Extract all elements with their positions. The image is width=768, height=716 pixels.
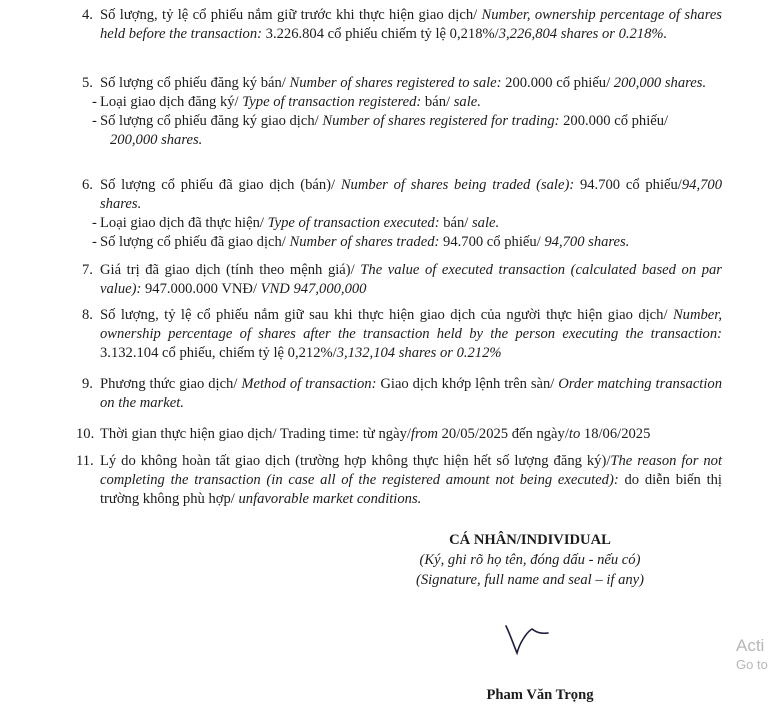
item-10 [76,425,722,444]
en-text: Method of transaction: [241,376,377,392]
handwritten-signature [500,620,560,660]
vi-text: Giá trị đã giao dịch (tính theo mệnh giá)/ [100,262,361,278]
signature-note-en: (Signature, full name and seal – if any) [415,572,645,588]
item-4 [82,6,722,44]
sub-item-shares-traded: - Số lượng cổ phiếu đã giao dịch/ Number of shares traded: 94.700 cổ phiếu/ 94,700 shares. [92,234,630,250]
en-text: Number, ownership percentage of shares after the transaction held by the person executing the transaction: [100,307,722,342]
item-text [100,452,722,509]
vi-value: 20/05/2025 đến ngày/ [437,426,569,442]
sub-item-transaction-executed: - Loại giao dịch đã thực hiện/ Type of transaction executed: bán/ sale. [92,215,500,231]
signer-name: Pham Văn Trọng [486,687,594,703]
en-text: Type of transaction registered: [242,94,422,110]
signature-title: CÁ NHÂN/INDIVIDUAL [449,532,611,548]
vi-value: 18/06/2025 [580,426,651,442]
vi-value: 3.226.804 cổ phiếu chiếm tỷ lệ 0,218%/ [262,26,499,42]
vi-value: 3.132.104 cổ phiếu, chiếm tỷ lệ 0,212%/ [100,345,337,361]
en-value: 94,700 shares. [544,234,630,250]
en-value: unfavorable market conditions. [238,491,422,507]
vi-value: 94.700 cổ phiếu/ [574,177,682,193]
vi-value: do diễn biến thị trường không phù hợp/ [100,472,722,507]
item-7 [82,261,722,299]
en-text: from [410,426,438,442]
en-text: Type of transaction executed: [267,215,440,231]
en-text: Number of shares being traded (sale): [340,177,575,193]
item-number: 8. [82,307,93,323]
item-number: 4. [82,7,93,23]
en-text: Number of shares registered to sale: [289,75,502,91]
vi-text: Loại giao dịch đăng ký/ [100,94,243,110]
vi-text: Lý do không hoàn tất giao dịch (trường hợp không thực hiện hết số lượng đăng ký)/ [100,453,611,469]
vi-value: Giao dịch khớp lệnh trên sàn/ [376,376,559,392]
en-value: sale. [472,215,500,231]
sub-item-transaction-type: - Loại giao dịch đăng ký/ Type of transaction registered: bán/ sale. [92,94,481,110]
vi-value: 200.000 cổ phiếu/ [501,75,614,91]
sub-item-shares-registered: - Số lượng cổ phiếu đăng ký giao dịch/ Number of shares registered for trading: 200.000 cổ phiếu/ 200,000 shares. [92,112,722,150]
vi-text: Thời gian thực hiện giao dịch/ Trading time: từ ngày/ [100,426,411,442]
vi-text: Số lượng, tỷ lệ cổ phiếu nắm giữ trước khi thực hiện giao dịch/ [100,7,482,23]
en-value: sale. [453,94,481,110]
item-text [100,425,722,444]
en-value: Order matching transaction on the market. [100,376,722,411]
item-9 [82,375,722,413]
item-number: 7. [82,262,93,278]
vi-value: 200.000 cổ phiếu/ [559,113,669,129]
vi-value: bán/ [421,94,454,110]
item-6 [82,176,722,252]
item-text [100,6,722,44]
watermark-line-1: Acti [736,636,765,655]
item-text [100,261,722,299]
item-number: 9. [82,376,93,392]
en-value: 94,700 shares. [100,177,722,212]
en-value: VND 947,000,000 [260,281,367,297]
item-number: 6. [82,177,93,193]
vi-value: 94.700 cổ phiếu/ [439,234,545,250]
vi-text: Số lượng cổ phiếu đăng ký giao dịch/ [100,113,323,129]
item-number: 11. [76,453,94,469]
vi-text: Số lượng, tỷ lệ cổ phiếu nắm giữ sau khi thực hiện giao dịch của người thực hiện giao dịch/ [100,307,673,323]
vi-text: Số lượng cổ phiếu đã giao dịch/ [100,234,290,250]
vi-text: Phương thức giao dịch/ [100,376,242,392]
signature-note-vi: (Ký, ghi rõ họ tên, đóng dấu - nếu có) [419,552,641,568]
en-value: 200,000 shares. [613,75,707,91]
item-11 [76,452,723,509]
en-value: 200,000 shares. [110,132,203,148]
activation-watermark [736,636,768,674]
en-text: Number of shares traded: [289,234,440,250]
item-number: 5. [82,75,93,91]
item-text [100,306,722,363]
vi-text: Số lượng cổ phiếu đăng ký bán/ [100,75,290,91]
en-text: The value of executed transaction (calculated based on par value): [100,262,722,297]
item-text [100,176,722,214]
en-text: to [568,426,581,442]
item-text [100,375,722,413]
item-text [100,74,722,93]
vi-text: Số lượng cổ phiếu đã giao dịch (bán)/ [100,177,341,193]
en-text: The reason for not completing the transaction (in case all of the registered amount not being executed): [100,453,723,488]
vi-value: bán/ [439,215,472,231]
en-text: Number, ownership percentage of shares held before the transaction: [100,7,722,42]
en-value: 3,132,104 shares or 0.212% [336,345,502,361]
en-text: Number of shares registered for trading: [322,113,560,129]
item-number: 10. [76,426,95,442]
item-5 [82,74,722,150]
watermark-line-2: Go to [736,657,768,672]
item-8 [82,306,722,363]
vi-text: Loại giao dịch đã thực hiện/ [100,215,268,231]
vi-value: 947.000.000 VNĐ/ [141,281,261,297]
en-value: 3,226,804 shares or 0.218%. [498,26,668,42]
